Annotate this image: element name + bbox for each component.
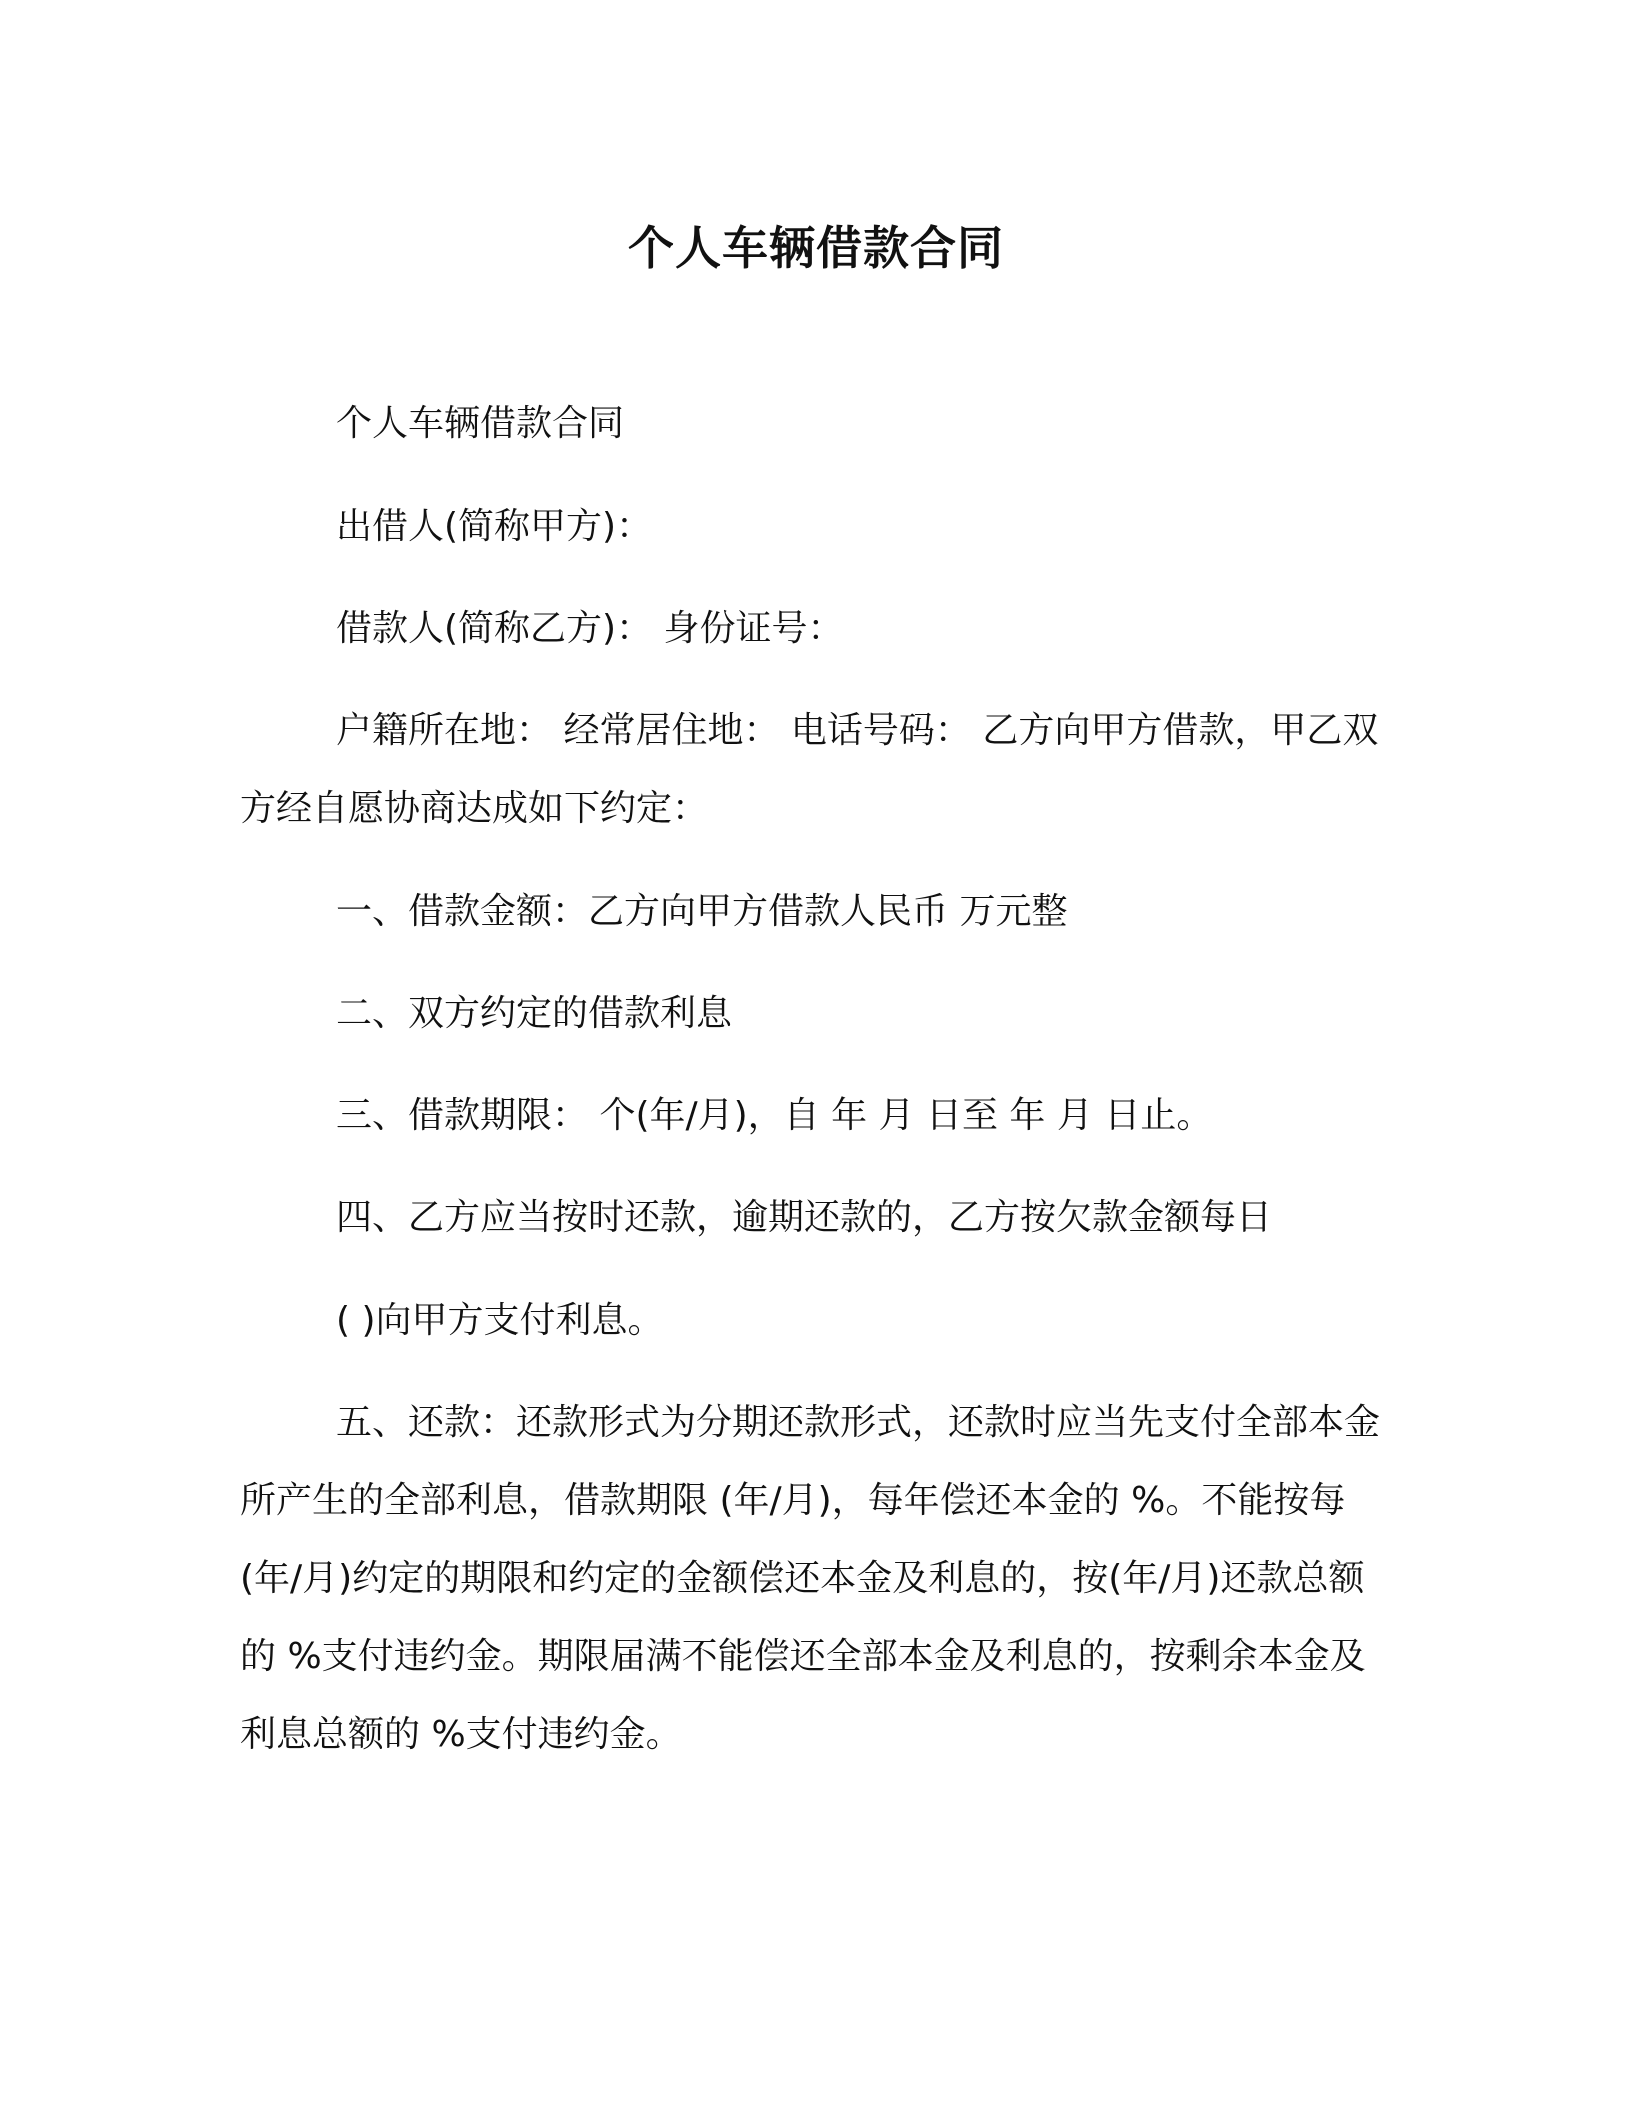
paragraph-lender: 出借人(简称甲方)：: [336, 506, 653, 547]
paragraph-clause-2: 二、双方约定的借款利息: [336, 993, 733, 1034]
paragraph-residence: 户籍所在地： 经常居住地： 电话号码： 乙方向甲方借款，甲乙双方经自愿协商达成如下约定：: [240, 710, 1379, 829]
paragraph-clause-4-cont: ( )向甲方支付利息。: [336, 1300, 664, 1341]
paragraph-heading: 个人车辆借款合同: [336, 403, 625, 444]
paragraph-clause-3: 三、借款期限： 个(年/月)，自 年 月 日至 年 月 日止。: [336, 1095, 1213, 1136]
paragraph-clause-4: 四、乙方应当按时还款，逾期还款的，乙方按欠款金额每日: [336, 1197, 1273, 1238]
paragraph-clause-1: 一、借款金额：乙方向甲方借款人民币 万元整: [336, 891, 1068, 932]
paragraph-borrower: 借款人(简称乙方)： 身份证号：: [336, 608, 844, 649]
paragraph-clause-5: 五、还款：还款形式为分期还款形式，还款时应当先支付全部本金所产生的全部利息，借款期限 (年/月)，每年偿还本金的 %。不能按每(年/月)约定的期限和约定的金额偿还本金及利息的，按(年/月)还款总额的 %支付违约金。期限届满不能偿还全部本金及利息的，按剩余本金及利息总额的 %支付违约金。: [240, 1402, 1381, 1755]
document-title: 个人车辆借款合同: [628, 221, 1004, 275]
